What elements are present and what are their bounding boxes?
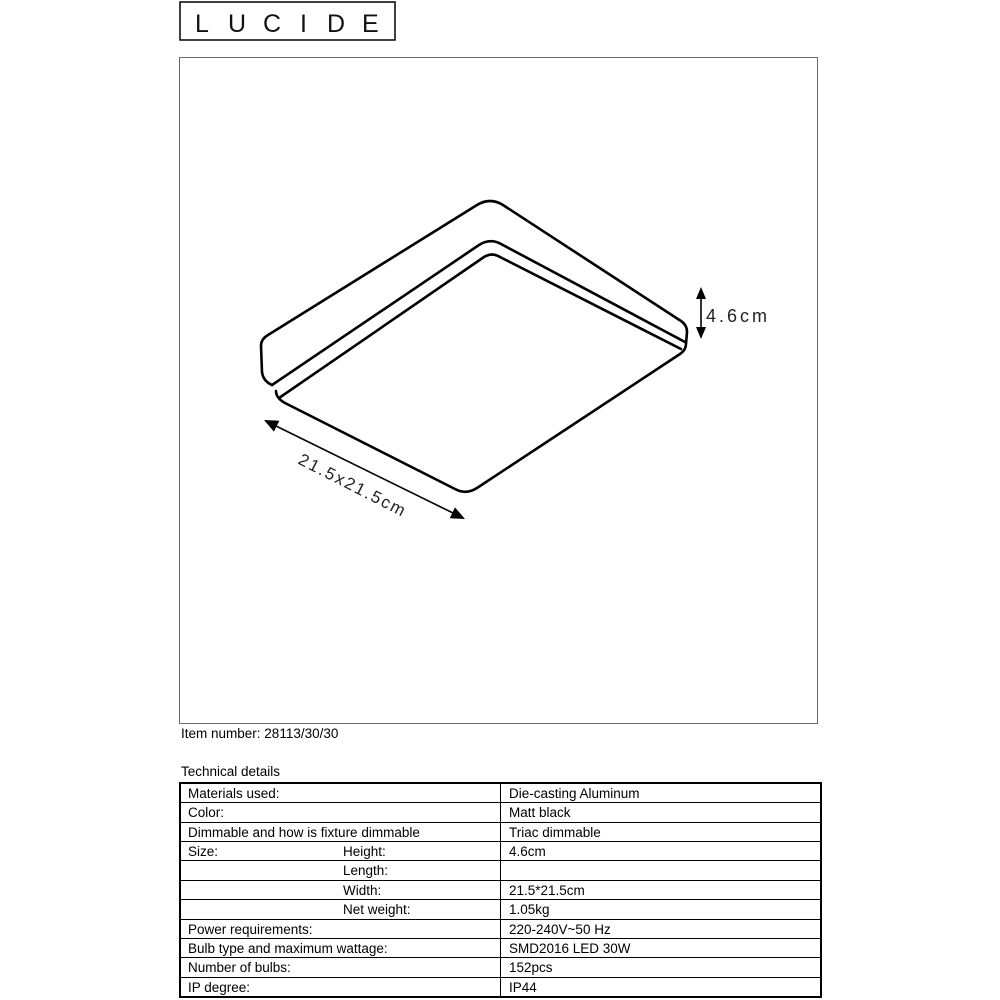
arrowhead-up-icon [696, 287, 706, 299]
spec-label: Size: [188, 844, 219, 860]
footprint-dimension-label: 21.5x21.5cm [295, 449, 411, 522]
spec-sublabel: Net weight: [343, 902, 411, 918]
spec-label: Power requirements: [188, 921, 313, 937]
spec-row [181, 919, 820, 938]
lamp-shell-left-edge [262, 372, 272, 385]
spec-value: Die-casting Aluminum [509, 786, 640, 801]
lamp-inner-ring [272, 241, 685, 385]
brand-logo [179, 1, 396, 42]
spec-value: Triac dimmable [509, 824, 601, 840]
product-drawing-frame [179, 57, 818, 724]
spec-label-cell [181, 784, 501, 802]
spec-row [181, 880, 820, 899]
spec-label-cell [181, 900, 501, 918]
logo-lettering [195, 10, 379, 38]
spec-row [181, 822, 820, 841]
spec-label-cell [181, 939, 501, 957]
spec-label-cell [181, 823, 501, 841]
spec-value: SMD2016 LED 30W [509, 940, 631, 956]
spec-row [181, 784, 820, 802]
product-drawing [180, 58, 817, 723]
spec-row [181, 938, 820, 957]
spec-sublabel: Width: [343, 882, 382, 898]
spec-label-cell [181, 881, 501, 899]
spec-label: IP degree: [188, 979, 251, 995]
spec-label-cell [181, 861, 501, 879]
spec-value [501, 861, 509, 879]
spec-label-cell [181, 842, 501, 860]
spec-row [181, 860, 820, 879]
lamp-outer-shell [261, 201, 687, 492]
logo-letter: I [300, 10, 307, 38]
spec-label-cell [181, 978, 501, 996]
arrowhead-down-icon [696, 327, 706, 339]
spec-label-cell [181, 803, 501, 821]
logo-letter: C [263, 10, 282, 38]
spec-sublabel: Length: [343, 863, 389, 879]
logo-letter: D [327, 10, 346, 38]
spec-row [181, 841, 820, 860]
footprint-dimension-arrow [264, 420, 465, 522]
spec-value: 152pcs [509, 960, 553, 976]
item-number [181, 726, 338, 741]
spec-row [181, 899, 820, 918]
spec-value: 1.05kg [509, 902, 550, 918]
spec-row [181, 957, 820, 976]
spec-label: Color: [188, 805, 225, 821]
spec-value: 220-240V~50 Hz [509, 921, 611, 937]
spec-label: Number of bulbs: [188, 960, 291, 976]
technical-details-table [179, 782, 822, 998]
spec-row [181, 802, 820, 821]
spec-label: Materials used: [188, 786, 280, 801]
spec-sublabel: Height: [343, 844, 386, 860]
height-dimension-label: 4.6cm [706, 306, 771, 326]
item-number-label: Item number: [181, 726, 261, 741]
spec-value: Matt black [509, 805, 571, 821]
logo-letter: L [195, 10, 209, 38]
logo-letter: U [228, 10, 247, 38]
spec-value: 4.6cm [509, 844, 546, 860]
height-dimension-arrow [696, 287, 706, 339]
spec-label-cell [181, 958, 501, 976]
logo-letter: E [362, 10, 379, 38]
spec-value: 21.5*21.5cm [509, 882, 585, 898]
item-number-value: 28113/30/30 [264, 726, 339, 741]
technical-details-heading: Technical details [181, 764, 281, 779]
spec-label: Dimmable and how is fixture dimmable [188, 824, 420, 840]
spec-label-cell [181, 920, 501, 938]
spec-label: Bulb type and maximum wattage: [188, 940, 388, 956]
lamp-diffuser-edge [279, 255, 681, 399]
spec-value: IP44 [509, 979, 537, 995]
spec-row [181, 977, 820, 996]
